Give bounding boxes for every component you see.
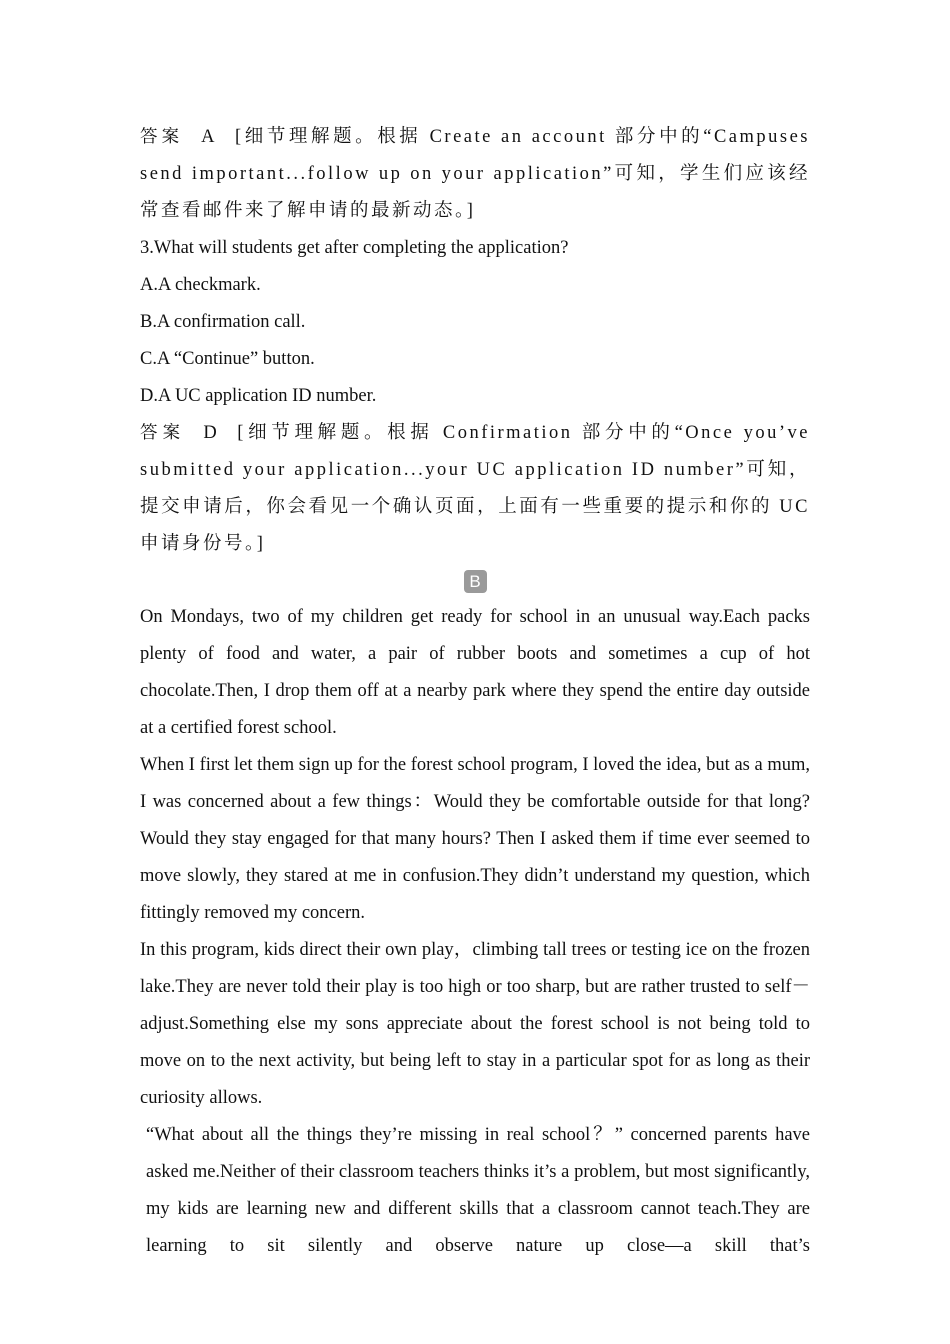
answer-letter: A bbox=[201, 127, 218, 147]
option-d: D.A UC application ID number. bbox=[140, 386, 377, 406]
section-badge: B bbox=[464, 570, 487, 593]
option-b: B.A confirmation call. bbox=[140, 312, 306, 332]
document-page bbox=[140, 119, 810, 1265]
passage-paragraph-4: “What about all the things they’re missing in real school？” concerned parents have asked me.Neither of their classroom teachers thinks it’s a problem, but most significantly, my kids are learning new and different skills that a classroom cannot teach.They are learning to sit silently and observe nature up close—a skill that’s bbox=[146, 1125, 810, 1256]
passage-paragraph-2: When I first let them sign up for the forest school program, I loved the idea, but as a mum, I was concerned about a few things：Would they be comfortable outside for that long? Would they stay engaged for that many hours? Then I asked them if time ever seemed to move slowly, they stared at me in confusion.They didn’t understand my question, which fittingly removed my concern. bbox=[140, 755, 810, 923]
option-a: A.A checkmark. bbox=[140, 275, 261, 295]
answer-q3 bbox=[140, 415, 810, 563]
answer-q2 bbox=[140, 119, 810, 230]
section-badge-row bbox=[140, 563, 810, 599]
passage-paragraph-3: In this program, kids direct their own play，climbing tall trees or testing ice on the frozen lake.They are never told their play is too high or too sharp, but are rather trusted to self－adjust.Something else my sons appreciate about the forest school is not being told to move on to the next activity, but being left to stay in a particular spot for as long as their curiosity allows. bbox=[140, 940, 810, 1108]
answer-explanation: [细节理解题。根据 Create an account 部分中的“Campuses send important...follow up on your application”可知，学生们应该经常查看邮件来了解申请的最新动态。] bbox=[140, 127, 810, 221]
question-prompt: 3.What will students get after completing the application? bbox=[140, 238, 569, 258]
option-c: C.A “Continue” button. bbox=[140, 349, 315, 369]
answer-explanation: [细节理解题。根据 Confirmation 部分中的“Once you’ve submitted your application...your UC application ID number”可知，提交申请后，你会看见一个确认页面，上面有一些重要的提示和你的 UC 申请身份号。] bbox=[140, 423, 811, 554]
passage-paragraph-1: On Mondays, two of my children get ready for school in an unusual way.Each packs plenty of food and water, a pair of rubber boots and sometimes a cup of hot chocolate.Then, I drop them off at a nearby park where they spend the entire day outside at a certified forest school. bbox=[140, 607, 810, 738]
answer-label: 答案 bbox=[140, 127, 184, 147]
answer-letter: D bbox=[203, 423, 220, 443]
answer-label: 答案 bbox=[140, 423, 186, 443]
